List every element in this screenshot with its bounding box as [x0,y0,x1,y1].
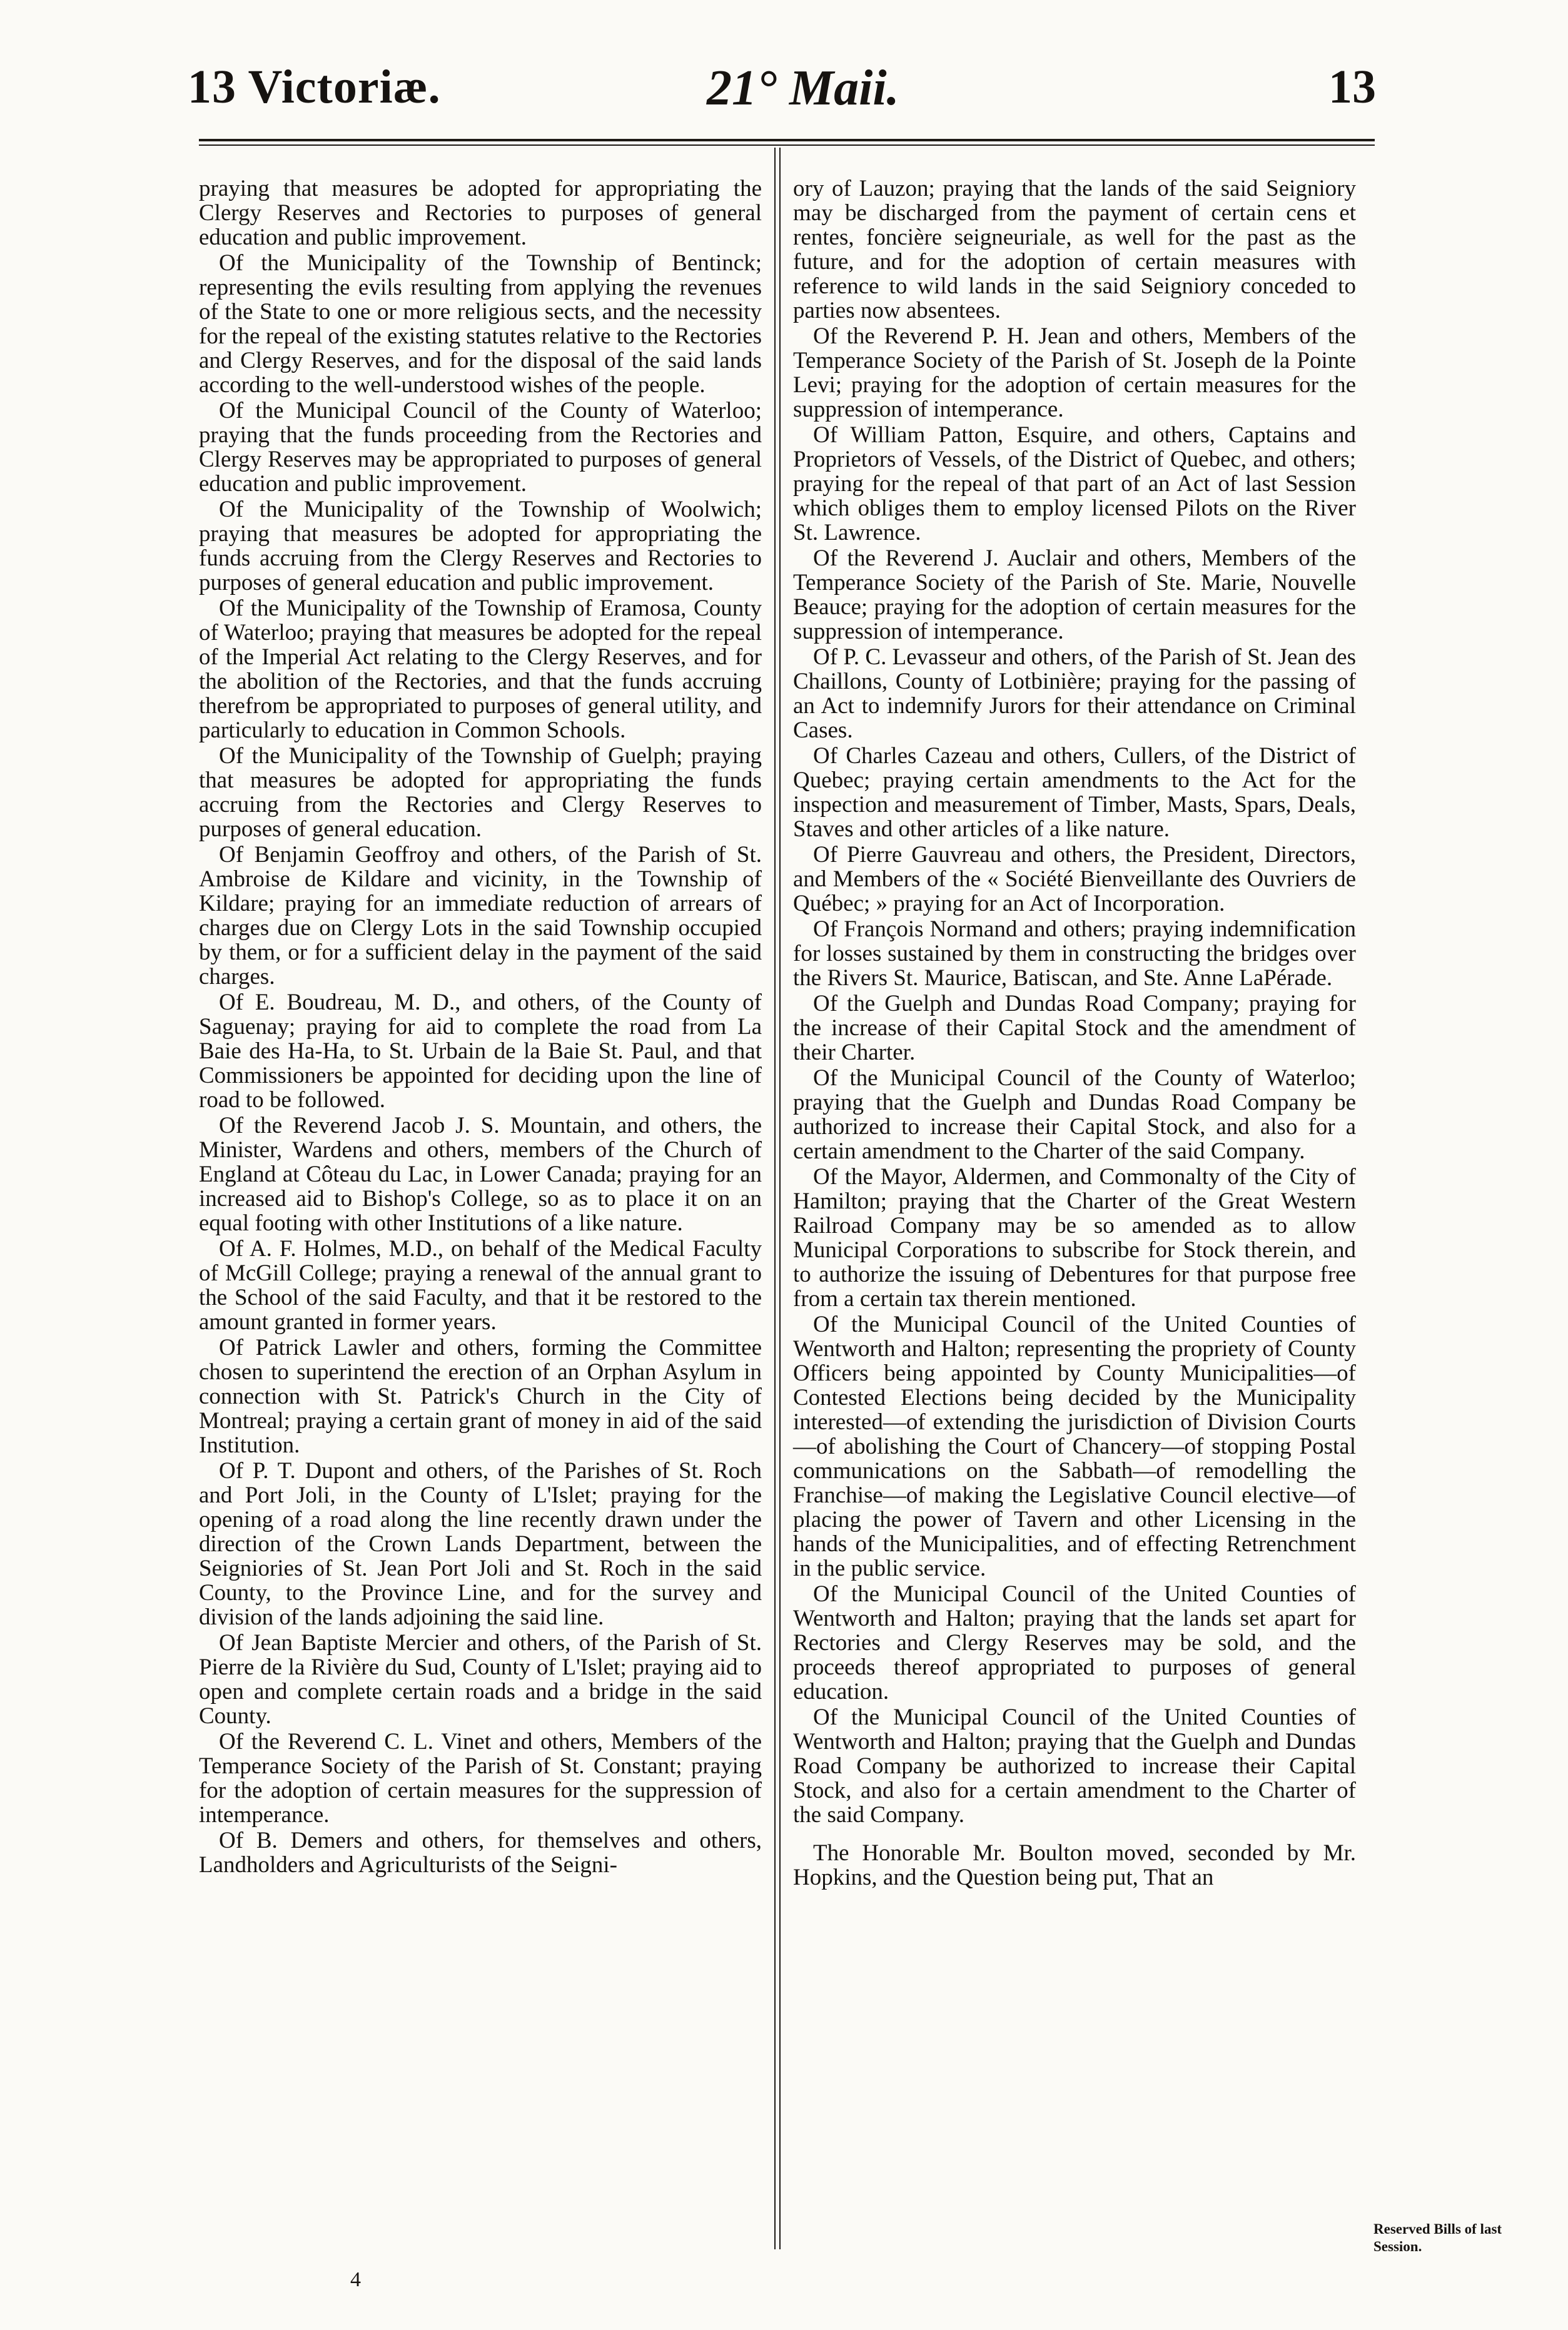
paragraph: Of William Patton, Esquire, and others, Captains and Proprietors of Vessels, of the District of Quebec, and others; praying for the repeal of that part of an Act of last Session which obliges them to employ licensed Pilots on the River St. Lawrence. [793,422,1356,545]
paragraph: Of E. Boudreau, M. D., and others, of the County of Saguenay; praying for aid to complete the road from La Baie des Ha-Ha, to St. Urbain de la Baie St. Paul, and that Commissioners be appointed for deciding upon the line of road to be followed. [199,990,762,1113]
header-rule-thick [199,139,1375,141]
paragraph: The Honorable Mr. Boulton moved, seconded by Mr. Hopkins, and the Question being put, That an [793,1840,1356,1890]
paragraph: ory of Lauzon; praying that the lands of the said Seigniory may be discharged from the payment of certain cens et rentes, foncière seigneuriale, as well for the past as the future, and for the adoption of certain measures with reference to wild lands in the said Seigniory conceded to parties now absentees. [793,176,1356,323]
right-column [793,176,1356,1891]
signature-mark: 4 [350,2268,361,2291]
margin-note: Reserved Bills of last Session. [1373,2221,1502,2254]
paragraph: Of the Reverend J. Auclair and others, Members of the Temperance Society of the Parish of Ste. Marie, Nouvelle Beauce; praying for the adoption of certain measures for the suppression of intemperance. [793,545,1356,644]
paragraph: Of B. Demers and others, for themselves and others, Landholders and Agriculturists of the Seigni- [199,1828,762,1878]
paragraph: Of the Municipality of the Township of Bentinck; representing the evils resulting from applying the revenues of the State to one or more religious sects, and the necessity for the repeal of the existing statutes relative to the Rectories and Clergy Reserves, and for the disposal of the said lands according to the well-understood wishes of the people. [199,250,762,398]
column-divider-left [774,148,776,2249]
paragraph: Of the Reverend Jacob J. S. Mountain, and others, the Minister, Wardens and others, members of the Church of England at Côteau du Lac, in Lower Canada; praying for an increased aid to Bishop's College, so as to place it on an equal footing with other Institutions of a like nature. [199,1113,762,1236]
column-divider-right [779,148,781,2249]
paragraph: Of the Municipal Council of the United Counties of Wentworth and Halton; praying that the Guelph and Dundas Road Company be authorized to increase their Capital Stock, and also for a certain amendment to the Charter of the said Company. [793,1704,1356,1828]
paragraph: Of A. F. Holmes, M.D., on behalf of the Medical Faculty of McGill College; praying a renewal of the annual grant to the School of the said Faculty, and that it be restored to the amount granted in former years. [199,1236,762,1335]
paragraph: Of the Reverend P. H. Jean and others, Members of the Temperance Society of the Parish of St. Joseph de la Pointe Levi; praying for the adoption of certain measures for the suppression of intemperance. [793,323,1356,422]
paragraph: praying that measures be adopted for appropriating the Clergy Reserves and Rectories to purposes of general education and public improvement. [199,176,762,250]
date-heading: 21° Maii. [707,61,899,116]
paragraph: Of the Municipality of the Township of Woolwich; praying that measures be adopted for appropriating the funds accruing from the Clergy Reserves and Rectories to purposes of general education and public improvement. [199,497,762,595]
paragraph: Of P. T. Dupont and others, of the Parishes of St. Roch and Port Joli, in the County of L'Islet; praying for the opening of a road along the line recently drawn under the direction of the Crown Lands Department, between the Seigniories of St. Jean Port Joli and St. Roch in the said County, to the Province Line, and for the survey and division of the lands adjoining the said line. [199,1458,762,1630]
running-header [188,60,1376,129]
paragraph: Of the Municipal Council of the United Counties of Wentworth and Halton; representing the propriety of County Officers being appointed by County Municipalities—of Contested Elections being decided by the Municipality interested—of extending the jurisdiction of Division Courts—of abolishing the Court of Chancery—of stopping Postal communications on the Sabbath—of remodelling the Franchise—of making the Legislative Council elective—of placing the power of Tavern and other Licensing in the hands of the Municipalities, and of effecting Retrenchment in the public service. [793,1312,1356,1581]
paragraph: Of Jean Baptiste Mercier and others, of the Parish of St. Pierre de la Rivière du Sud, County of L'Islet; praying aid to open and complete certain roads and a bridge in the said County. [199,1630,762,1729]
paragraph: Of P. C. Levasseur and others, of the Parish of St. Jean des Chaillons, County of Lotbinière; praying for the passing of an Act to indemnify Jurors for their attendance on Criminal Cases. [793,644,1356,743]
paragraph: Of Charles Cazeau and others, Cullers, of the District of Quebec; praying certain amendments to the Act for the inspection and measurement of Timber, Masts, Spars, Deals, Staves and other articles of a like nature. [793,743,1356,842]
paragraph: Of the Mayor, Aldermen, and Commonalty of the City of Hamilton; praying that the Charter of the Great Western Railroad Company may be so amended as to allow Municipal Corporations to subscribe for Stock therein, and to authorize the issuing of Debentures for that purpose free from a certain tax therein mentioned. [793,1164,1356,1312]
paragraph: Of the Municipality of the Township of Eramosa, County of Waterloo; praying that measures be adopted for the repeal of the Imperial Act relating to the Clergy Reserves, and for the abolition of the Rectories, and that the funds accruing therefrom be appropriated to purposes of general utility, and particularly to education in Common Schools. [199,595,762,743]
paragraph: Of the Municipal Council of the County of Waterloo; praying that the funds proceeding from the Rectories and Clergy Reserves may be appropriated to purposes of general education and public improvement. [199,398,762,497]
left-column [199,176,762,1878]
paragraph: Of François Normand and others; praying indemnification for losses sustained by them in constructing the bridges over the Rivers St. Maurice, Batiscan, and Ste. Anne LaPérade. [793,916,1356,991]
paragraph: Of Benjamin Geoffroy and others, of the Parish of St. Ambroise de Kildare and vicinity, in the Township of Kildare; praying for an immediate reduction of arrears of charges due on Clergy Lots in the said Township occupied by them, or for a sufficient delay in the payment of the said charges. [199,842,762,990]
paragraph: Of Pierre Gauvreau and others, the President, Directors, and Members of the « Société Bienveillante des Ouvriers de Québec; » praying for an Act of Incorporation. [793,842,1356,916]
paragraph: Of the Municipal Council of the County of Waterloo; praying that the Guelph and Dundas Road Company be authorized to increase their Capital Stock, and also for a certain amendment to the Charter of the said Company. [793,1065,1356,1164]
header-rule-thin [199,144,1375,146]
paragraph: Of Patrick Lawler and others, forming the Committee chosen to superintend the erection of an Orphan Asylum in connection with St. Patrick's Church in the City of Montreal; praying a certain grant of money in aid of the said Institution. [199,1335,762,1458]
regnal-year: 13 Victoriæ. [188,61,441,113]
paragraph: Of the Municipality of the Township of Guelph; praying that measures be adopted for appropriating the funds accruing from the Rectories and Clergy Reserves to purposes of general education. [199,743,762,842]
page-number: 13 [1328,61,1376,113]
paragraph: Of the Guelph and Dundas Road Company; praying for the increase of their Capital Stock and the amendment of their Charter. [793,991,1356,1065]
paragraph: Of the Municipal Council of the United Counties of Wentworth and Halton; praying that the lands set apart for Rectories and Clergy Reserves may be sold, and the proceeds thereof appropriated to purposes of general education. [793,1581,1356,1704]
paragraph: Of the Reverend C. L. Vinet and others, Members of the Temperance Society of the Parish of St. Constant; praying for the adoption of certain measures for the suppression of intemperance. [199,1729,762,1828]
